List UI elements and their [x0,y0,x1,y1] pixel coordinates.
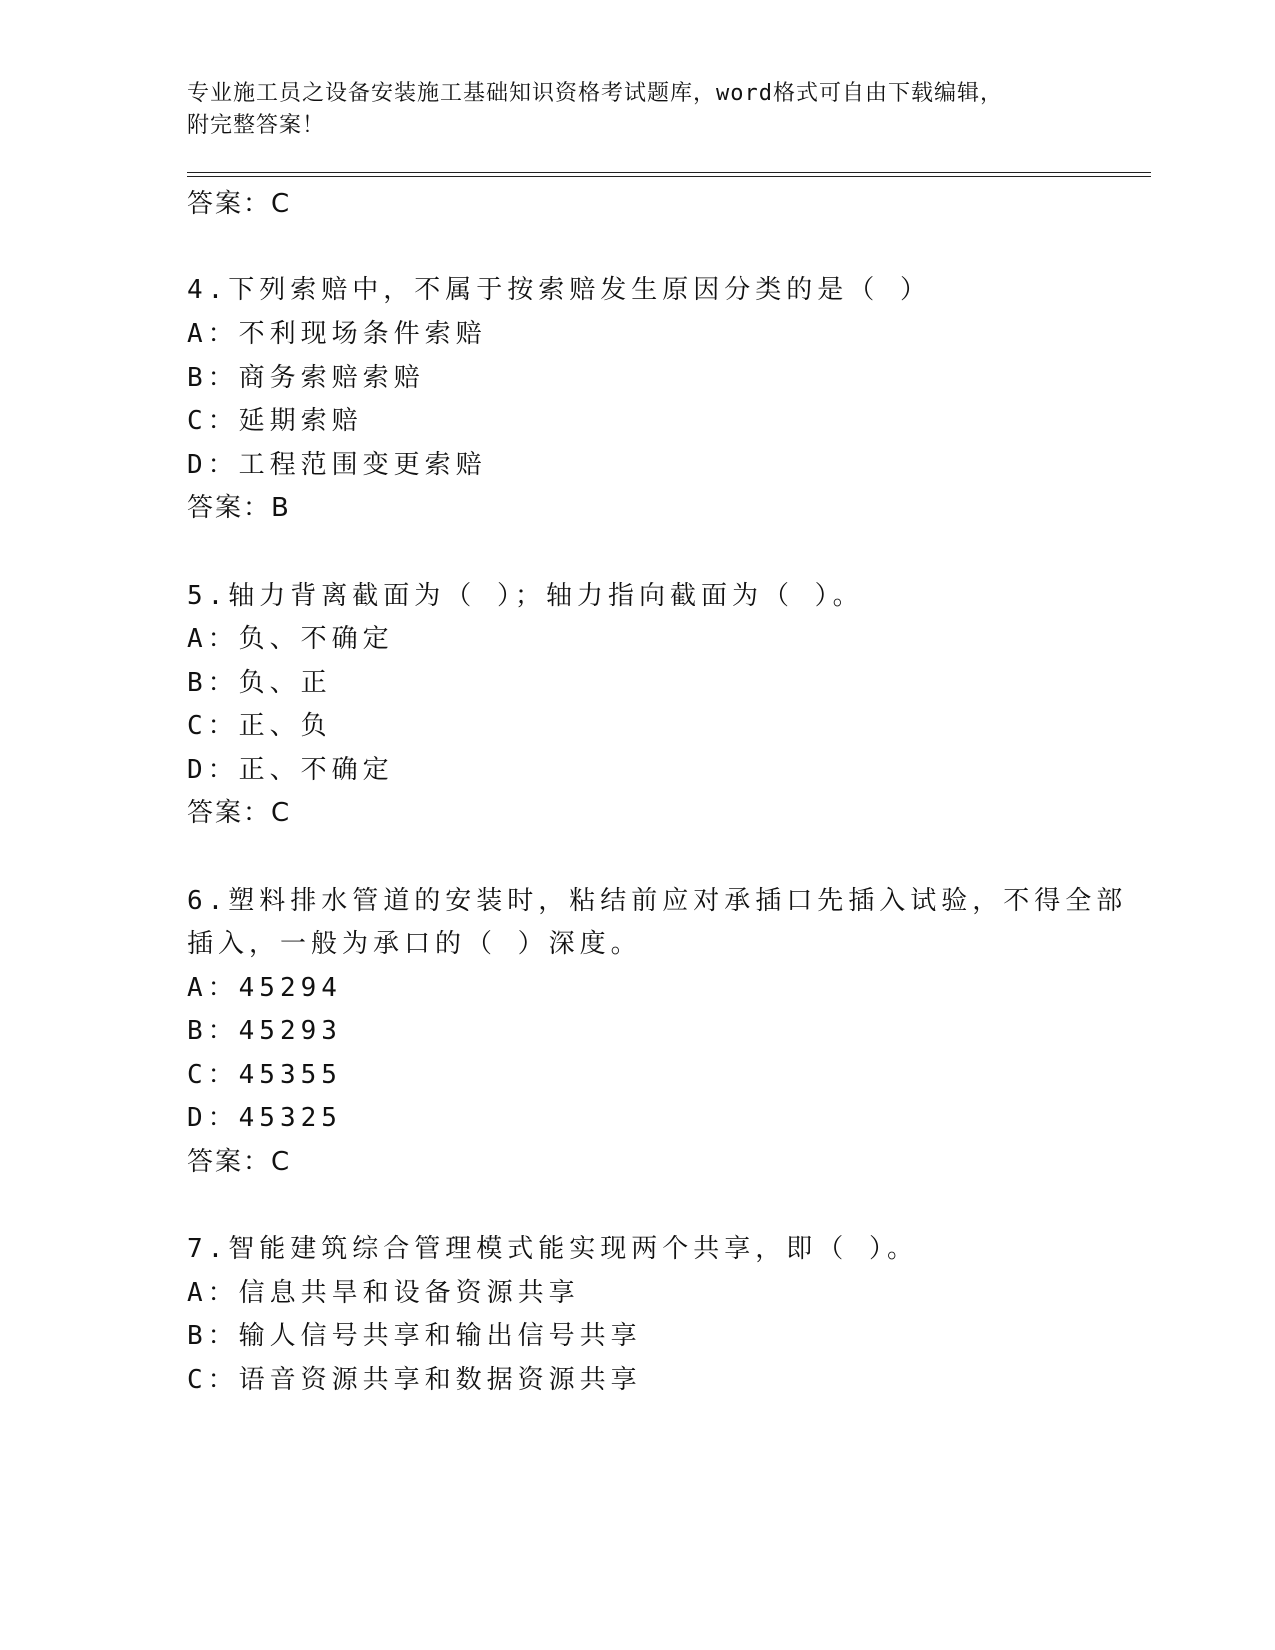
option-b: B：商务索赔索赔 [187,363,425,393]
answer: 答案：B [187,493,291,523]
option-c: C：正、负 [187,711,332,741]
option-d: D：正、不确定 [187,755,394,785]
question-stem-line-1: 6.塑料排水管道的安装时，粘结前应对承插口先插入试验，不得全部 [187,886,1128,916]
option-b: B：负、正 [187,668,332,698]
option-b: B：输人信号共享和输出信号共享 [187,1321,642,1351]
answer: 答案：C [187,798,292,828]
header-divider-bottom [187,176,1151,177]
option-c: C：延期索赔 [187,406,363,436]
header-title-line-2: 附完整答案！ [187,113,326,138]
question-stem: 4.下列索赔中，不属于按索赔发生原因分类的是（ ） [187,275,931,305]
option-a: A：负、不确定 [187,624,394,654]
question-stem: 5.轴力背离截面为（ ）；轴力指向截面为（ ）。 [187,581,864,611]
question-stem: 7.智能建筑综合管理模式能实现两个共享，即（ ）。 [187,1234,918,1264]
previous-answer: 答案：C [187,189,292,219]
option-c: C：语音资源共享和数据资源共享 [187,1365,642,1395]
option-c: C：45355 [187,1060,342,1090]
option-d: D：45325 [187,1103,342,1133]
header-title-line-1: 专业施工员之设备安装施工基础知识资格考试题库，word格式可自由下载编辑， [187,81,1003,106]
question-stem-line-2: 插入，一般为承口的（ ）深度。 [187,929,642,959]
header-divider-top [187,172,1151,173]
option-d: D：工程范围变更索赔 [187,450,487,480]
answer: 答案：C [187,1147,292,1177]
option-b: B：45293 [187,1016,342,1046]
option-a: A：信息共旱和设备资源共享 [187,1278,580,1308]
option-a: A：45294 [187,973,342,1003]
option-a: A：不利现场条件索赔 [187,319,487,349]
